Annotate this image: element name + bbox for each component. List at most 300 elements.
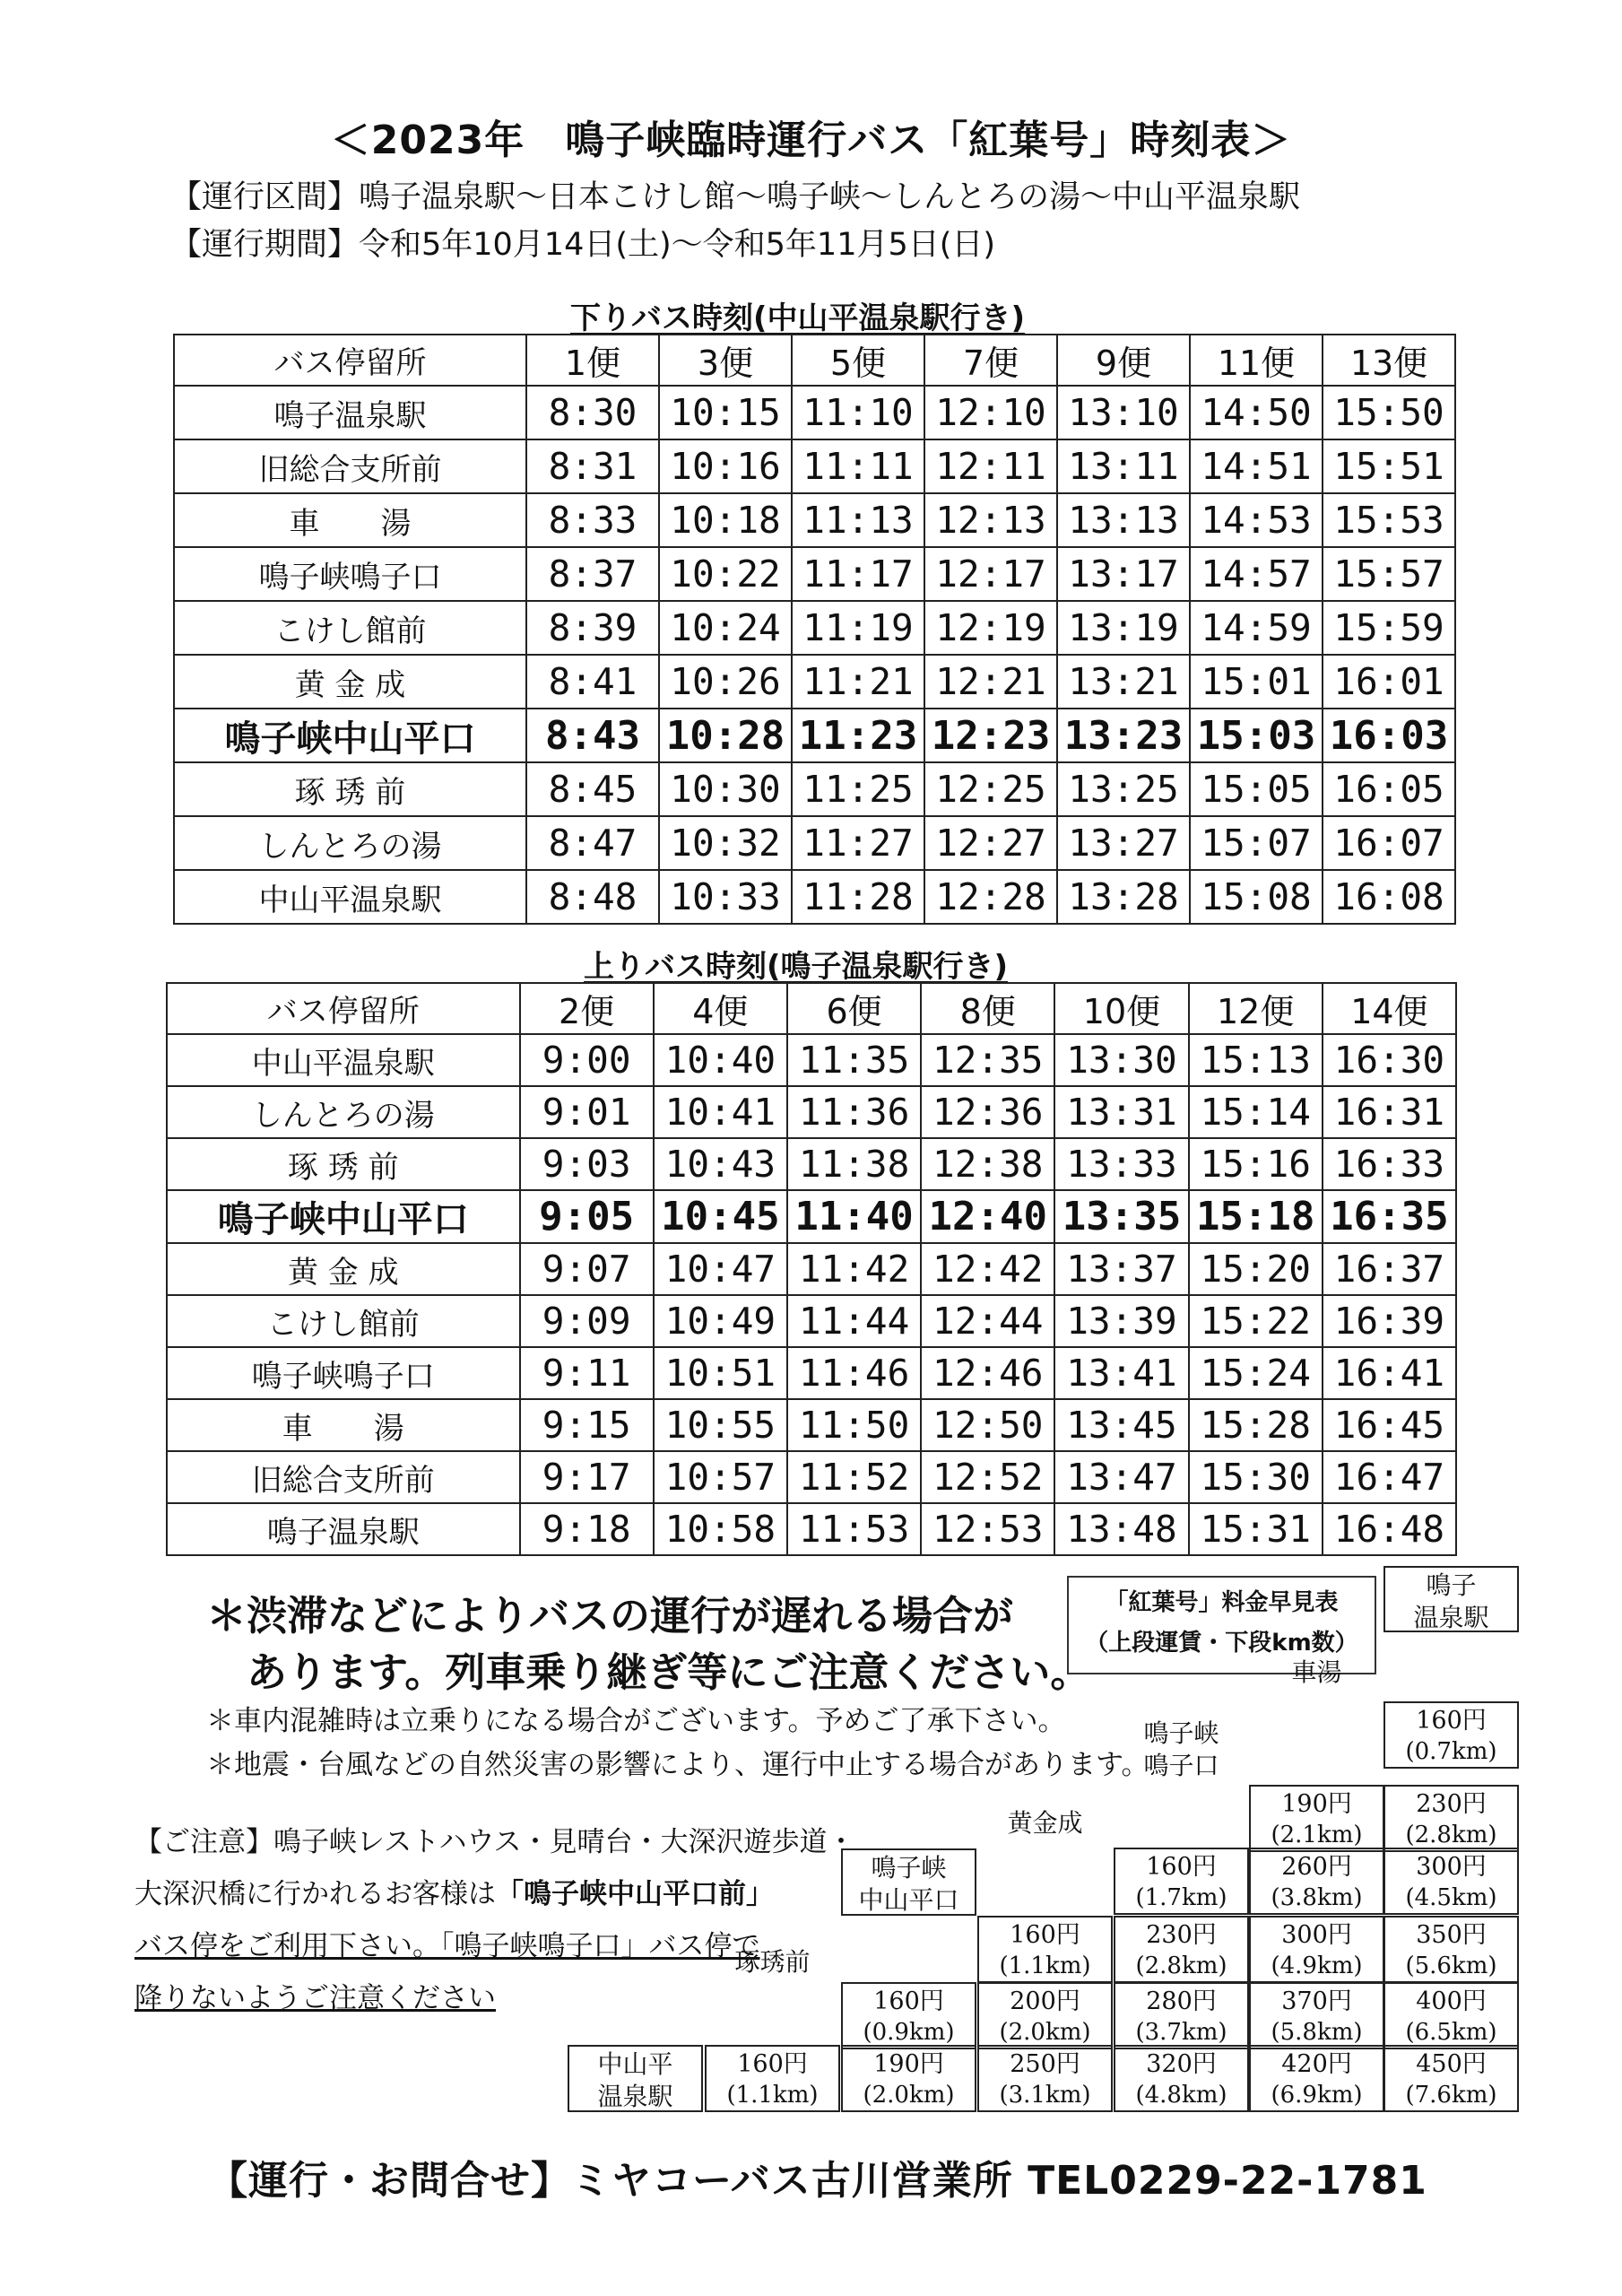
fare-distance: (3.1km) [999, 2082, 1091, 2109]
fare-amount: 160円 [1416, 1707, 1487, 1735]
fare-stop-label-line: 鳴子口 [1143, 1751, 1219, 1780]
fare-amount: 190円 [873, 2050, 944, 2078]
departure-time: 13:41 [1054, 1347, 1188, 1399]
timetable-header-row [174, 335, 1455, 386]
caution-line: 降りないようご注意ください [134, 1982, 496, 2014]
departure-time: 9:03 [520, 1138, 654, 1190]
departure-time: 11:53 [787, 1503, 921, 1555]
departure-time: 13:35 [1054, 1190, 1188, 1243]
departure-time: 10:41 [654, 1086, 787, 1138]
departure-time: 10:47 [654, 1243, 787, 1295]
departure-time: 8:37 [526, 547, 659, 601]
departure-time: 10:26 [659, 655, 792, 709]
departure-time: 14:51 [1190, 439, 1323, 493]
departure-time: 12:36 [921, 1086, 1054, 1138]
fare-stop-label [568, 2045, 703, 2112]
departure-time: 11:46 [787, 1347, 921, 1399]
departure-time: 11:36 [787, 1086, 921, 1138]
trip-column-header: 7便 [924, 335, 1057, 386]
departure-time: 10:43 [654, 1138, 787, 1190]
departure-time: 10:45 [654, 1190, 787, 1243]
departure-time: 10:58 [654, 1503, 787, 1555]
disaster-note: ＊地震・台風などの自然災害の影響により、運行中止する場合があります。 [206, 1749, 1149, 1781]
fare-cell [705, 2045, 840, 2112]
timetable-row [167, 1243, 1456, 1295]
departure-time: 15:18 [1189, 1190, 1323, 1243]
stop-name: 鳴子温泉駅 [174, 386, 526, 439]
crowding-note: ＊車内混雑時は立乗りになる場合がございます。予めご了承下さい。 [206, 1705, 1066, 1737]
fare-distance: (6.9km) [1271, 2082, 1363, 2109]
fare-title-sub: （上段運賃・下段km数） [1085, 1630, 1358, 1657]
timetable-row [174, 870, 1455, 924]
timetable-row [174, 386, 1455, 439]
departure-time: 8:47 [526, 816, 659, 870]
departure-time: 13:13 [1057, 493, 1190, 547]
fare-amount: 250円 [1010, 2050, 1080, 2078]
fare-distance: (2.8km) [1405, 1822, 1497, 1848]
departure-time: 12:42 [921, 1243, 1054, 1295]
departure-time: 13:10 [1057, 386, 1190, 439]
trip-column-header: 8便 [921, 983, 1054, 1034]
fare-cell [1249, 1982, 1384, 2049]
fare-cell [1383, 1982, 1519, 2049]
departure-time: 11:44 [787, 1295, 921, 1347]
fare-distance: (1.1km) [999, 1952, 1091, 1979]
fare-amount: 160円 [1010, 1921, 1080, 1949]
departure-time: 15:05 [1190, 762, 1323, 816]
stop-name: こけし館前 [174, 601, 526, 655]
timetable-row [167, 1451, 1456, 1503]
departure-time: 12:27 [924, 816, 1057, 870]
departure-time: 11:40 [787, 1190, 921, 1243]
fare-cell [977, 2045, 1113, 2112]
fare-amount: 160円 [1146, 1853, 1217, 1881]
departure-time: 14:50 [1190, 386, 1323, 439]
departure-time: 13:48 [1054, 1503, 1188, 1555]
fare-amount: 300円 [1281, 1921, 1352, 1949]
fare-amount: 230円 [1416, 1790, 1487, 1818]
stop-name: こけし館前 [167, 1295, 520, 1347]
departure-time: 9:11 [520, 1347, 654, 1399]
fare-title-main: 「紅葉号」料金早見表 [1105, 1589, 1339, 1616]
departure-time: 10:32 [659, 816, 792, 870]
stop-name: しんとろの湯 [167, 1086, 520, 1138]
fare-cell [1249, 1916, 1384, 1983]
fare-stop-label-line: 車湯 [1291, 1657, 1342, 1687]
fare-stop-label [1114, 1718, 1249, 1785]
trip-column-header: 12便 [1189, 983, 1323, 1034]
departure-time: 11:35 [787, 1034, 921, 1086]
departure-time: 12:19 [924, 601, 1057, 655]
departure-time: 8:39 [526, 601, 659, 655]
contact-footer: 【運行・お問合せ】ミヤコーバス古川営業所 TEL0229-22-1781 [208, 2158, 1427, 2204]
fare-distance: (4.8km) [1135, 2082, 1227, 2109]
fare-stop-label [705, 1946, 840, 2013]
fare-cell [841, 2045, 976, 2112]
departure-time: 11:10 [792, 386, 924, 439]
departure-time: 9:01 [520, 1086, 654, 1138]
departure-time: 8:30 [526, 386, 659, 439]
departure-time: 16:39 [1323, 1295, 1456, 1347]
departure-time: 15:14 [1189, 1086, 1323, 1138]
departure-time: 10:22 [659, 547, 792, 601]
fare-cell [1383, 1848, 1519, 1915]
fare-distance: (0.9km) [863, 2019, 955, 2046]
delay-notice-line: ＊渋滞などによりバスの運行が遅れる場合が [206, 1592, 1014, 1639]
departure-time: 11:25 [792, 762, 924, 816]
departure-time: 16:03 [1323, 709, 1455, 762]
caution-line: 【ご注意】鳴子峡レストハウス・見晴台・大深沢遊歩道・ [134, 1826, 855, 1858]
departure-time: 15:08 [1190, 870, 1323, 924]
timetable-row [174, 762, 1455, 816]
fare-amount: 420円 [1281, 2050, 1352, 2078]
stop-name: 琢 琇 前 [167, 1138, 520, 1190]
fare-distance: (2.8km) [1135, 1952, 1227, 1979]
departure-time: 16:08 [1323, 870, 1455, 924]
departure-time: 16:07 [1323, 816, 1455, 870]
fare-cell [841, 1982, 976, 2049]
stop-name: 琢 琇 前 [174, 762, 526, 816]
departure-time: 11:11 [792, 439, 924, 493]
departure-time: 15:50 [1323, 386, 1455, 439]
departure-time: 16:31 [1323, 1086, 1456, 1138]
departure-time: 16:45 [1323, 1399, 1456, 1451]
caution-underlined: 「鳴子峡鳴子口」バス停で [440, 1930, 760, 1962]
departure-time: 10:28 [659, 709, 792, 762]
fare-stop-label-line: 鳴子峡 [1143, 1718, 1219, 1748]
delay-notice-line: あります。列車乗り継ぎ等にご注意ください。 [206, 1648, 1091, 1696]
departure-time: 12:21 [924, 655, 1057, 709]
departure-time: 9:18 [520, 1503, 654, 1555]
caution-highlight: 「鳴子峡中山平口前」 [496, 1878, 774, 1910]
timetable-row [167, 1034, 1456, 1086]
trip-column-header: 2便 [520, 983, 654, 1034]
departure-time: 12:23 [924, 709, 1057, 762]
departure-time: 14:53 [1190, 493, 1323, 547]
stop-name: 中山平温泉駅 [167, 1034, 520, 1086]
fare-cell [1383, 1785, 1519, 1852]
fare-amount: 160円 [873, 1987, 944, 2015]
departure-time: 13:19 [1057, 601, 1190, 655]
departure-time: 12:10 [924, 386, 1057, 439]
stop-name: 中山平温泉駅 [174, 870, 526, 924]
delay-notice [206, 1587, 1090, 1700]
fare-cell [1383, 1701, 1519, 1769]
stop-column-header: バス停留所 [167, 983, 520, 1034]
fare-cell [977, 1916, 1113, 1983]
departure-time: 12:28 [924, 870, 1057, 924]
departure-time: 12:52 [921, 1451, 1054, 1503]
departure-time: 15:16 [1189, 1138, 1323, 1190]
timetable-row [167, 1086, 1456, 1138]
departure-time: 11:23 [792, 709, 924, 762]
departure-time: 13:45 [1054, 1399, 1188, 1451]
up-timetable [166, 982, 1457, 1556]
timetable-row [174, 601, 1455, 655]
fare-cell [1114, 1982, 1249, 2049]
departure-time: 13:33 [1054, 1138, 1188, 1190]
timetable-row [174, 709, 1455, 762]
trip-column-header: 1便 [526, 335, 659, 386]
departure-time: 15:30 [1189, 1451, 1323, 1503]
departure-time: 12:38 [921, 1138, 1054, 1190]
departure-time: 9:17 [520, 1451, 654, 1503]
fare-amount: 320円 [1146, 2050, 1217, 2078]
caution-line [134, 1868, 855, 1920]
fare-amount: 350円 [1416, 1921, 1487, 1949]
down-bus-caption: 下りバス時刻(中山平温泉駅行き) [570, 300, 1026, 336]
fare-cell [1383, 2045, 1519, 2112]
fare-stop-label-line: 琢琇前 [734, 1947, 811, 1977]
departure-time: 15:57 [1323, 547, 1455, 601]
departure-time: 15:01 [1190, 655, 1323, 709]
departure-time: 9:15 [520, 1399, 654, 1451]
timetable-row [174, 493, 1455, 547]
trip-column-header: 10便 [1054, 983, 1188, 1034]
departure-time: 12:17 [924, 547, 1057, 601]
timetable-row [174, 655, 1455, 709]
timetable-row [174, 816, 1455, 870]
departure-time: 13:30 [1054, 1034, 1188, 1086]
departure-time: 11:50 [787, 1399, 921, 1451]
departure-time: 11:38 [787, 1138, 921, 1190]
departure-time: 11:19 [792, 601, 924, 655]
departure-time: 8:31 [526, 439, 659, 493]
fare-amount: 400円 [1416, 1987, 1487, 2015]
departure-time: 12:11 [924, 439, 1057, 493]
fare-cell [1114, 1916, 1249, 1983]
departure-time: 12:40 [921, 1190, 1054, 1243]
route-info: 【運行区間】鳴子温泉駅～日本こけし館～鳴子峡～しんとろの湯～中山平温泉駅 [170, 179, 1301, 215]
stop-name: 鳴子温泉駅 [167, 1503, 520, 1555]
departure-time: 10:51 [654, 1347, 787, 1399]
stop-name: 鳴子峡鳴子口 [174, 547, 526, 601]
fare-amount: 200円 [1010, 1987, 1080, 2015]
departure-time: 15:59 [1323, 601, 1455, 655]
departure-time: 12:46 [921, 1347, 1054, 1399]
departure-time: 15:53 [1323, 493, 1455, 547]
departure-time: 8:41 [526, 655, 659, 709]
fare-cell [1249, 1785, 1384, 1852]
fare-stop-label-line: 温泉駅 [1413, 1603, 1489, 1632]
departure-time: 15:03 [1190, 709, 1323, 762]
stop-name: 鳴子峡中山平口 [174, 709, 526, 762]
fare-cell [1114, 1848, 1249, 1915]
departure-time: 12:35 [921, 1034, 1054, 1086]
departure-time: 16:33 [1323, 1138, 1456, 1190]
stop-column-header: バス停留所 [174, 335, 526, 386]
departure-time: 13:37 [1054, 1243, 1188, 1295]
fare-amount: 280円 [1146, 1987, 1217, 2015]
departure-time: 13:11 [1057, 439, 1190, 493]
departure-time: 10:40 [654, 1034, 787, 1086]
fare-distance: (2.0km) [863, 2082, 955, 2109]
departure-time: 13:47 [1054, 1451, 1188, 1503]
departure-time: 12:53 [921, 1503, 1054, 1555]
caution-text: バス停をご利用下さい。 [134, 1930, 440, 1962]
fare-distance: (4.5km) [1405, 1884, 1497, 1911]
fare-distance: (7.6km) [1405, 2082, 1497, 2109]
fare-cell [1383, 1916, 1519, 1983]
stop-name: 旧総合支所前 [167, 1451, 520, 1503]
departure-time: 15:28 [1189, 1399, 1323, 1451]
fare-amount: 260円 [1281, 1853, 1352, 1881]
departure-time: 10:49 [654, 1295, 787, 1347]
departure-time: 16:48 [1323, 1503, 1456, 1555]
stop-name: 車 湯 [167, 1399, 520, 1451]
departure-time: 15:20 [1189, 1243, 1323, 1295]
fare-cell [1249, 2045, 1384, 2112]
departure-time: 16:30 [1323, 1034, 1456, 1086]
trip-column-header: 14便 [1323, 983, 1456, 1034]
period-info: 【運行期間】令和5年10月14日(土)～令和5年11月5日(日) [170, 227, 996, 263]
departure-time: 8:45 [526, 762, 659, 816]
departure-time: 11:13 [792, 493, 924, 547]
departure-time: 9:09 [520, 1295, 654, 1347]
departure-time: 15:51 [1323, 439, 1455, 493]
departure-time: 15:07 [1190, 816, 1323, 870]
fare-stop-label [1383, 1566, 1519, 1632]
timetable-row [167, 1138, 1456, 1190]
departure-time: 15:24 [1189, 1347, 1323, 1399]
trip-column-header: 13便 [1323, 335, 1455, 386]
fare-distance: (2.1km) [1271, 1822, 1363, 1848]
departure-time: 8:43 [526, 709, 659, 762]
fare-distance: (2.0km) [999, 2019, 1091, 2046]
departure-time: 16:37 [1323, 1243, 1456, 1295]
departure-time: 11:28 [792, 870, 924, 924]
trip-column-header: 9便 [1057, 335, 1190, 386]
trip-column-header: 4便 [654, 983, 787, 1034]
departure-time: 13:23 [1057, 709, 1190, 762]
departure-time: 9:05 [520, 1190, 654, 1243]
fare-distance: (1.7km) [1135, 1884, 1227, 1911]
fare-distance: (3.8km) [1271, 1884, 1363, 1911]
departure-time: 13:25 [1057, 762, 1190, 816]
fare-stop-label-line: 温泉駅 [597, 2082, 673, 2111]
up-bus-caption: 上りバス時刻(鳴子温泉駅行き) [584, 949, 1009, 985]
trip-column-header: 3便 [659, 335, 792, 386]
departure-time: 8:48 [526, 870, 659, 924]
fare-stop-label-line: 中山平口 [858, 1885, 959, 1915]
departure-time: 11:52 [787, 1451, 921, 1503]
departure-time: 12:44 [921, 1295, 1054, 1347]
stop-name: 黄 金 成 [167, 1243, 520, 1295]
fare-amount: 190円 [1281, 1790, 1352, 1818]
departure-time: 10:30 [659, 762, 792, 816]
departure-time: 12:25 [924, 762, 1057, 816]
departure-time: 8:33 [526, 493, 659, 547]
departure-time: 10:57 [654, 1451, 787, 1503]
departure-time: 13:17 [1057, 547, 1190, 601]
fare-amount: 230円 [1146, 1921, 1217, 1949]
departure-time: 11:42 [787, 1243, 921, 1295]
fare-amount: 370円 [1281, 1987, 1352, 2015]
fare-stop-label [841, 1848, 976, 1916]
departure-time: 13:21 [1057, 655, 1190, 709]
stop-name: 車 湯 [174, 493, 526, 547]
departure-time: 16:01 [1323, 655, 1455, 709]
fare-distance: (0.7km) [1405, 1738, 1497, 1765]
timetable-row [167, 1347, 1456, 1399]
fare-stop-label-line: 鳴子 [1426, 1570, 1477, 1600]
fare-distance: (5.6km) [1405, 1952, 1497, 1979]
fare-stop-label [977, 1807, 1113, 1874]
fare-distance: (1.1km) [726, 2082, 819, 2109]
fare-distance: (5.8km) [1271, 2019, 1363, 2046]
departure-time: 15:22 [1189, 1295, 1323, 1347]
fare-amount: 450円 [1416, 2050, 1487, 2078]
departure-time: 16:35 [1323, 1190, 1456, 1243]
timetable-row [174, 547, 1455, 601]
fare-amount: 160円 [737, 2050, 808, 2078]
departure-time: 13:27 [1057, 816, 1190, 870]
fare-cell [1114, 2045, 1249, 2112]
departure-time: 13:28 [1057, 870, 1190, 924]
fare-amount: 300円 [1416, 1853, 1487, 1881]
departure-time: 11:21 [792, 655, 924, 709]
trip-column-header: 6便 [787, 983, 921, 1034]
departure-time: 13:31 [1054, 1086, 1188, 1138]
departure-time: 11:27 [792, 816, 924, 870]
stop-name: 旧総合支所前 [174, 439, 526, 493]
stop-name: 鳴子峡中山平口 [167, 1190, 520, 1243]
departure-time: 10:15 [659, 386, 792, 439]
fare-distance: (3.7km) [1135, 2019, 1227, 2046]
departure-time: 9:00 [520, 1034, 654, 1086]
fare-cell [977, 1982, 1113, 2049]
departure-time: 12:13 [924, 493, 1057, 547]
departure-time: 14:59 [1190, 601, 1323, 655]
departure-time: 10:33 [659, 870, 792, 924]
timetable-row [167, 1295, 1456, 1347]
departure-time: 10:24 [659, 601, 792, 655]
departure-time: 14:57 [1190, 547, 1323, 601]
trip-column-header: 5便 [792, 335, 924, 386]
timetable-row [167, 1399, 1456, 1451]
departure-time: 15:31 [1189, 1503, 1323, 1555]
departure-time: 12:50 [921, 1399, 1054, 1451]
departure-time: 16:05 [1323, 762, 1455, 816]
timetable-row [174, 439, 1455, 493]
trip-column-header: 11便 [1190, 335, 1323, 386]
departure-time: 13:39 [1054, 1295, 1188, 1347]
caution-text: 大深沢橋に行かれるお客様は [134, 1878, 496, 1910]
departure-time: 16:47 [1323, 1451, 1456, 1503]
stop-name: しんとろの湯 [174, 816, 526, 870]
fare-distance: (6.5km) [1405, 2019, 1497, 2046]
departure-time: 9:07 [520, 1243, 654, 1295]
down-timetable [173, 334, 1456, 925]
fare-distance: (4.9km) [1271, 1952, 1363, 1979]
departure-time: 16:41 [1323, 1347, 1456, 1399]
fare-stop-label [1249, 1657, 1384, 1724]
timetable-header-row [167, 983, 1456, 1034]
fare-stop-label-line: 鳴子峡 [871, 1853, 947, 1883]
departure-time: 10:18 [659, 493, 792, 547]
fare-stop-label-line: 中山平 [597, 2049, 673, 2079]
departure-time: 15:13 [1189, 1034, 1323, 1086]
stop-name: 黄 金 成 [174, 655, 526, 709]
timetable-row [167, 1190, 1456, 1243]
departure-time: 10:16 [659, 439, 792, 493]
page-title: ＜2023年 鳴子峡臨時運行バス「紅葉号」時刻表＞ [330, 117, 1292, 163]
timetable-row [167, 1503, 1456, 1555]
departure-time: 10:55 [654, 1399, 787, 1451]
stop-name: 鳴子峡鳴子口 [167, 1347, 520, 1399]
fare-stop-label-line: 黄金成 [1007, 1808, 1083, 1838]
fare-cell [1249, 1848, 1384, 1915]
